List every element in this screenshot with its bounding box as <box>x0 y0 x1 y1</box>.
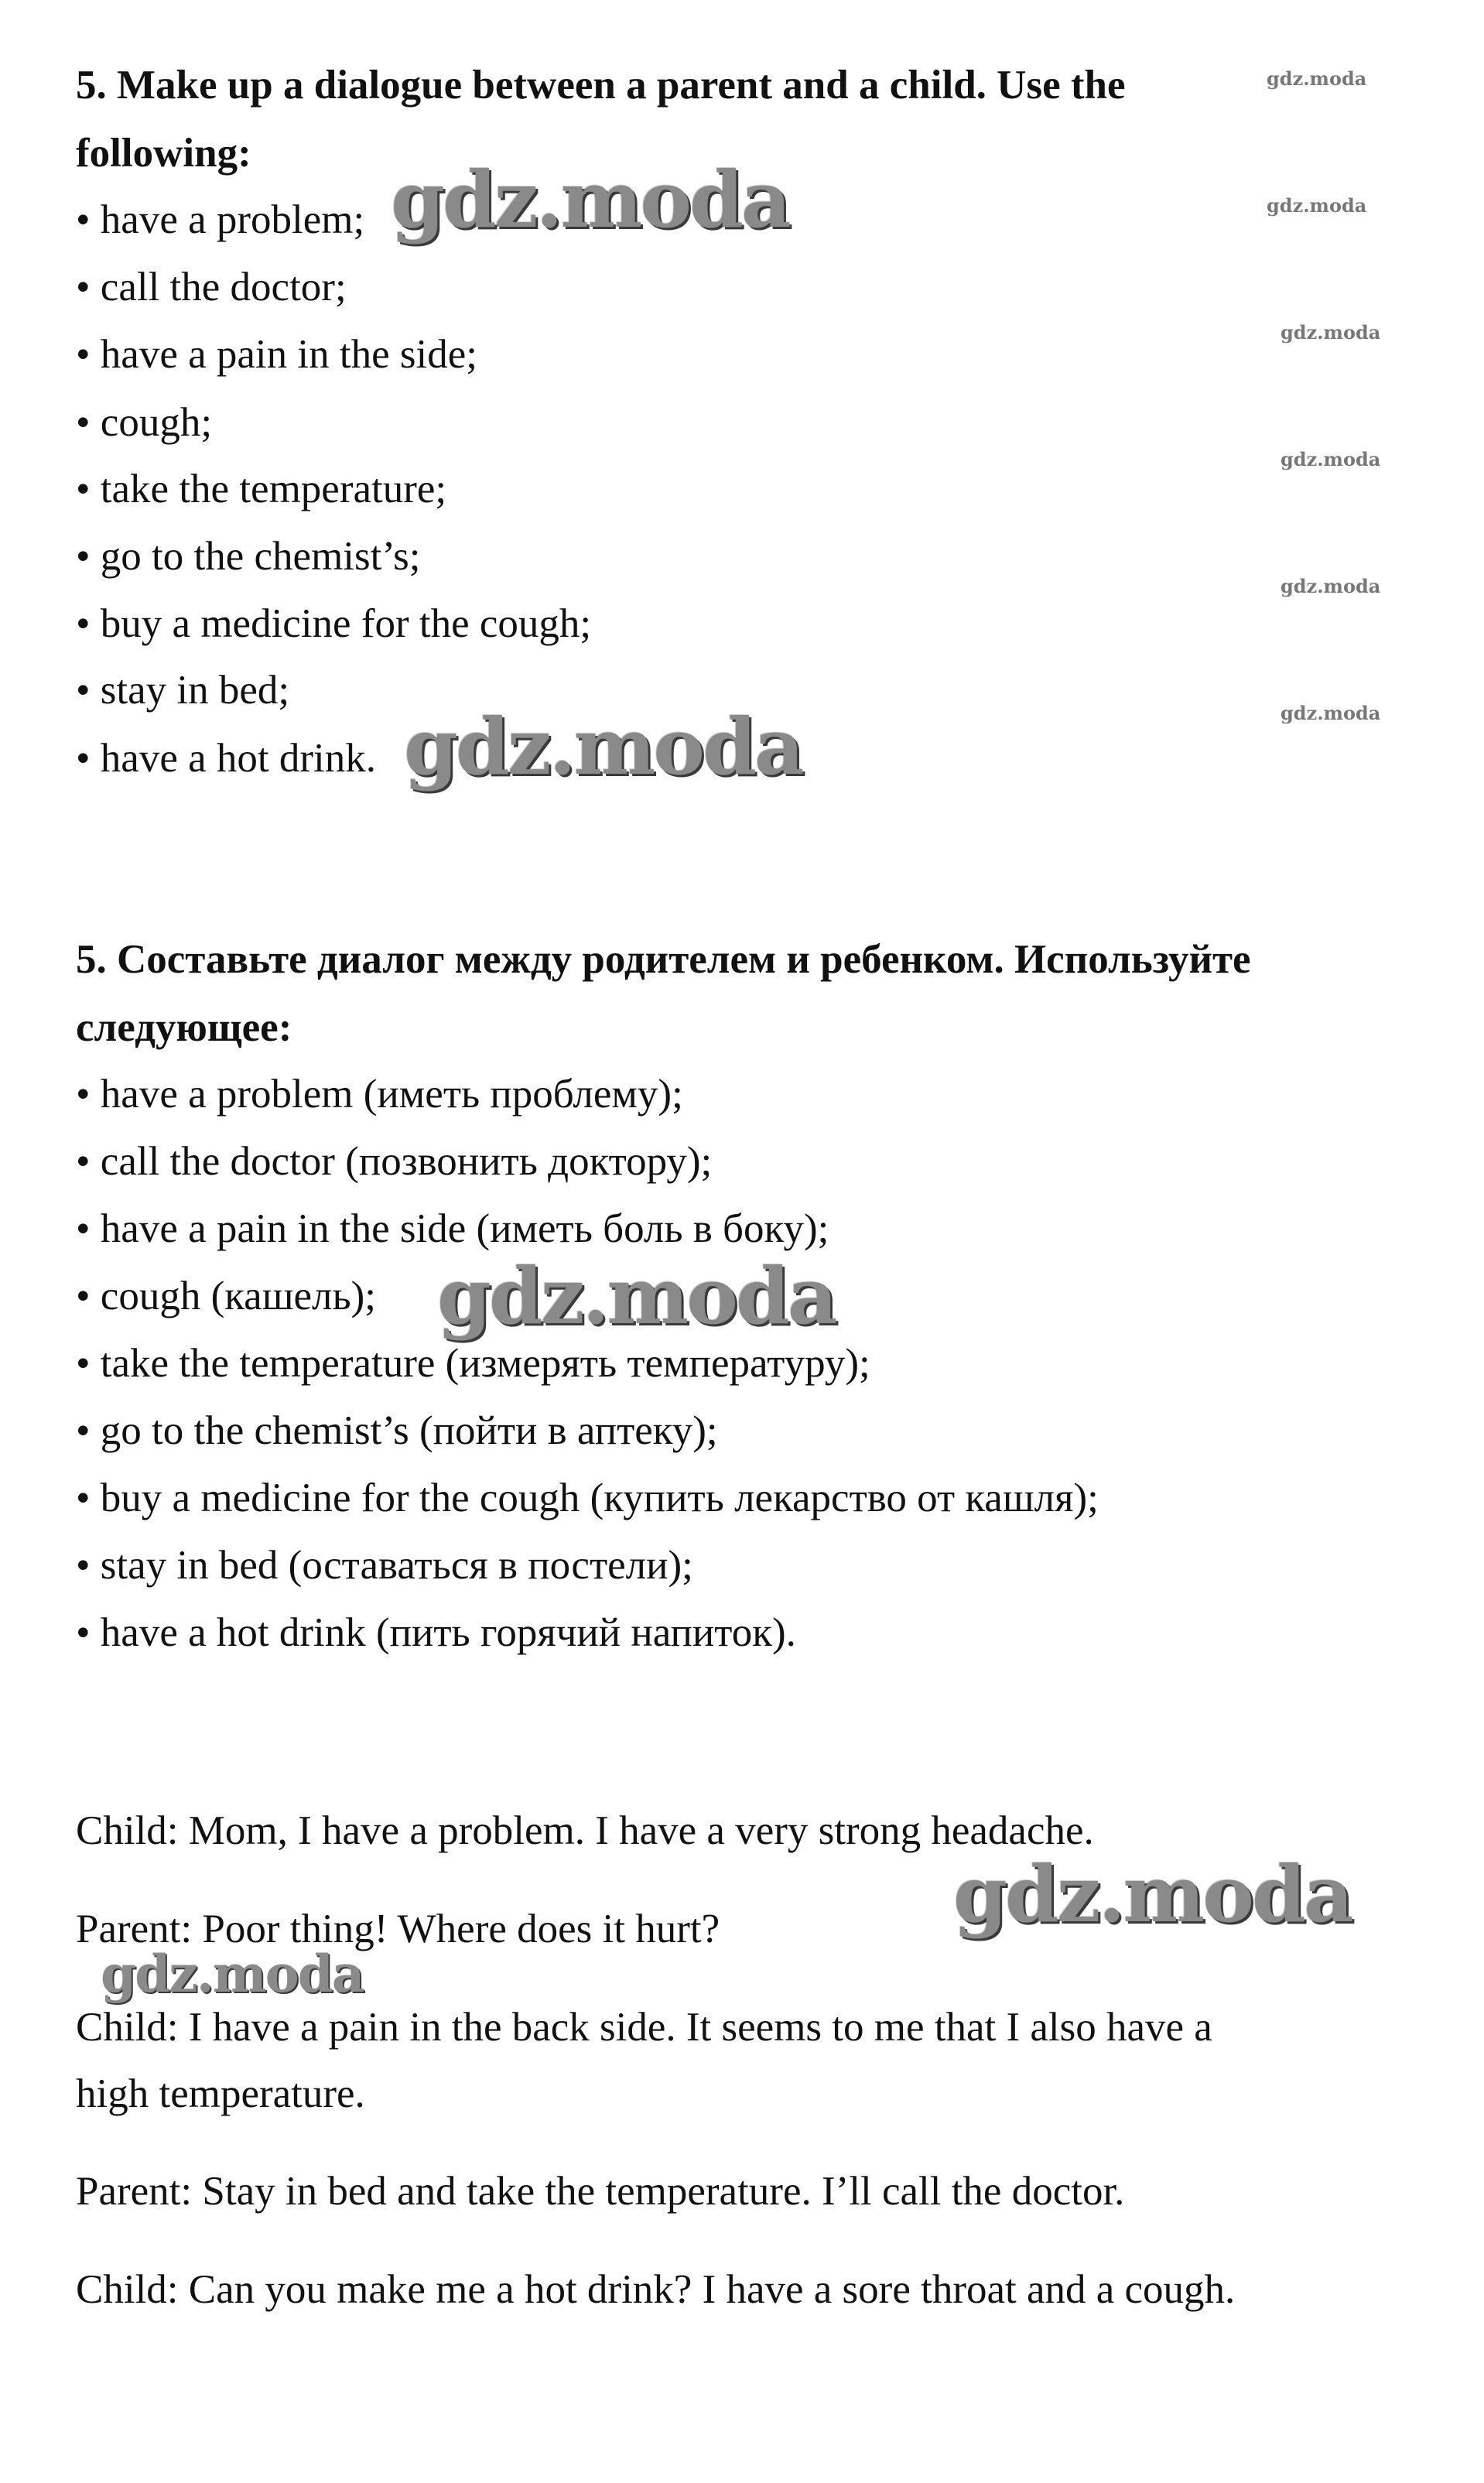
watermark: gdz.moda <box>404 701 802 792</box>
list-item: • buy a medicine for the cough; <box>76 601 592 646</box>
dialogue-line: Parent: Poor thing! Where does it hurt? <box>76 1907 720 1951</box>
list-item: • take the temperature; <box>76 467 447 511</box>
list-item: • stay in bed (оставаться в постели); <box>76 1543 693 1588</box>
watermark-small: gdz.moda <box>1267 67 1367 90</box>
list-item: • cough (кашель); <box>76 1274 377 1318</box>
dialogue-line: Child: I have a pain in the back side. It seems to me that I also have a <box>76 2005 1212 2050</box>
list-item: • buy a medicine for the cough (купить лекарство от кашля); <box>76 1476 1099 1520</box>
list-item: • have a problem; <box>76 197 365 242</box>
list-item: • call the doctor; <box>76 265 347 310</box>
watermark: gdz.moda <box>391 154 789 245</box>
task-heading-en-line1: 5. Make up a dialogue between a parent and a child. Use the <box>76 63 1126 108</box>
dialogue-line: Child: Can you make me a hot drink? I have a sore throat and a cough. <box>76 2267 1236 2312</box>
watermark-small: gdz.moda <box>1281 575 1381 597</box>
list-item: • have a hot drink. <box>76 736 376 781</box>
task-heading-ru-line2: следующее: <box>76 1005 292 1050</box>
watermark: gdz.moda <box>437 1250 836 1342</box>
list-item: • have a pain in the side (иметь боль в боку); <box>76 1206 829 1251</box>
dialogue-line: high temperature. <box>76 2071 365 2116</box>
watermark-small: gdz.moda <box>1267 194 1367 217</box>
list-item: • take the temperature (измерять температуру); <box>76 1341 870 1386</box>
list-item: • go to the chemist’s (пойти в аптеку); <box>76 1408 718 1453</box>
list-item: • have a pain in the side; <box>76 332 477 377</box>
list-item: • have a problem (иметь проблему); <box>76 1072 683 1117</box>
list-item: • stay in bed; <box>76 668 290 713</box>
list-item: • go to the chemist’s; <box>76 534 421 579</box>
dialogue-line: Parent: Stay in bed and take the temperature. I’ll call the doctor. <box>76 2169 1125 2214</box>
list-item: • have a hot drink (пить горячий напиток). <box>76 1610 796 1655</box>
watermark-small: gdz.moda <box>1281 321 1381 344</box>
dialogue-line: Child: Mom, I have a problem. I have a very strong headache. <box>76 1808 1094 1853</box>
watermark: gdz.moda <box>953 1849 1352 1940</box>
watermark: gdz.moda <box>101 1944 364 2004</box>
watermark-small: gdz.moda <box>1281 448 1381 470</box>
list-item: • call the doctor (позвонить доктору); <box>76 1139 713 1184</box>
list-item: • cough; <box>76 400 213 445</box>
watermark-small: gdz.moda <box>1281 702 1381 724</box>
task-heading-en-line2: following: <box>76 131 251 176</box>
task-heading-ru-line1: 5. Составьте диалог между родителем и ребенком. Используйте <box>76 937 1251 982</box>
